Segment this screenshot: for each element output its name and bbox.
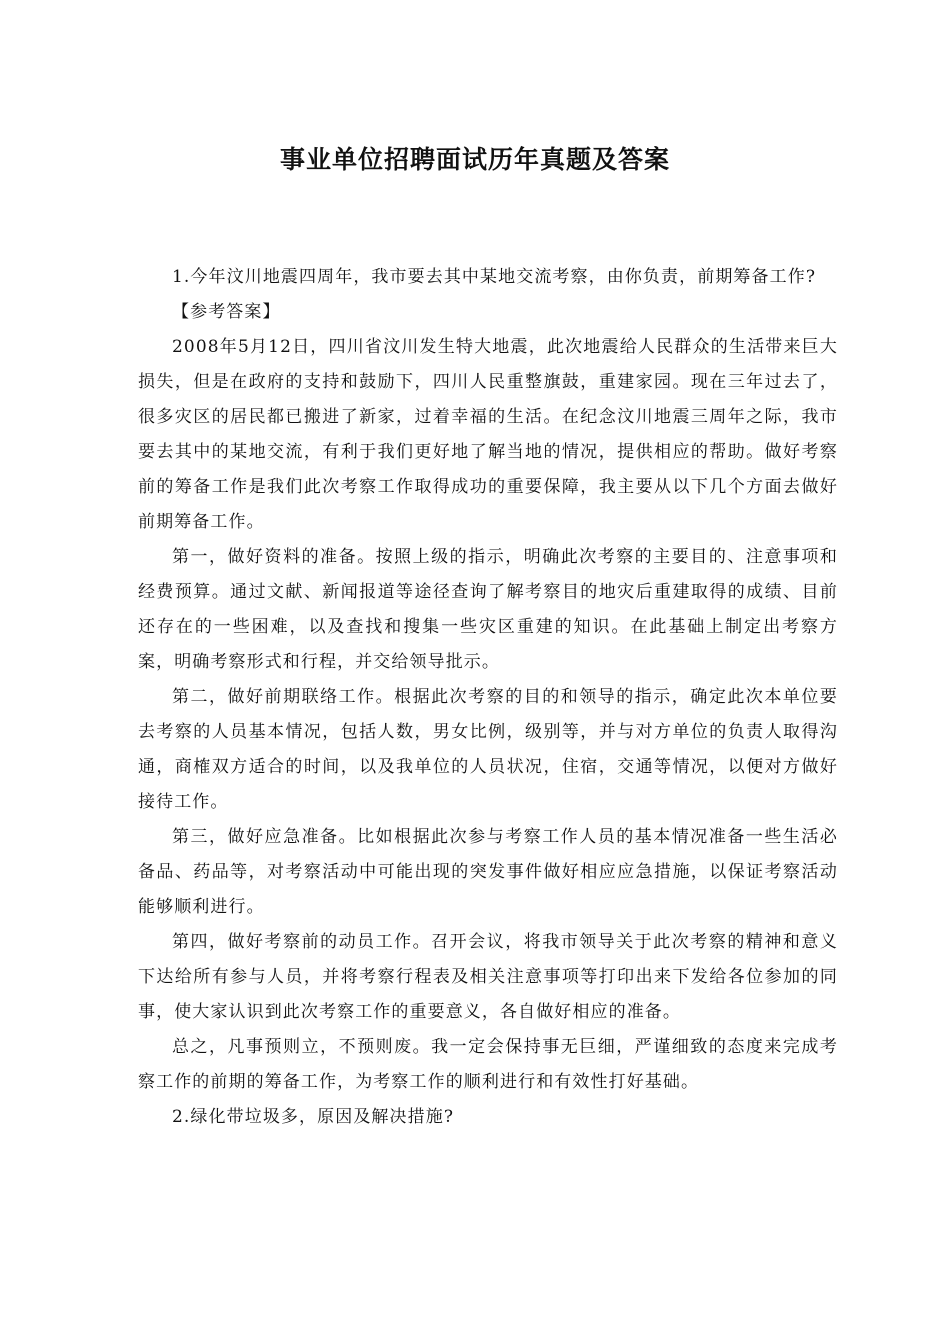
answer-label: 【参考答案】 xyxy=(172,302,281,322)
answer-paragraph-intro: 2008年5月12日，四川省汶川发生特大地震，此次地震给人民群众的生活带来巨大损失，但是在政府的支持和鼓励下，四川人民重整旗鼓，重建家园。现在三年过去了，很多灾区的居民都已搬进了新家，过着幸福的生活。在纪念汶川地震三周年之际，我市要去其中的某地交流，有利于我们更好地了解当地的情况，提供相应的帮助。做好考察前的筹备工作是我们此次考察工作取得成功的重要保障，我主要从以下几个方面去做好前期筹备工作。 xyxy=(138,337,838,532)
question-1: 1.今年汶川地震四周年，我市要去其中某地交流考察，由你负责，前期筹备工作? xyxy=(172,267,817,287)
answer-paragraph-third: 第三，做好应急准备。比如根据此次参与考察工作人员的基本情况准备一些生活必备品、药品等，对考察活动中可能出现的突发事件做好相应应急措施，以保证考察活动能够顺利进行。 xyxy=(138,827,838,917)
document-title: 事业单位招聘面试历年真题及答案 xyxy=(279,145,670,174)
answer-paragraph-conclusion: 总之，凡事预则立，不预则废。我一定会保持事无巨细，严谨细致的态度来完成考察工作的前期的筹备工作，为考察工作的顺利进行和有效性打好基础。 xyxy=(138,1037,838,1092)
document-body xyxy=(138,260,838,1135)
answer-paragraph-first: 第一，做好资料的准备。按照上级的指示，明确此次考察的主要目的、注意事项和经费预算。通过文献、新闻报道等途径查询了解考察目的地灾后重建取得的成绩、目前还存在的一些困难，以及查找和搜集一些灾区重建的知识。在此基础上制定出考察方案，明确考察形式和行程，并交给领导批示。 xyxy=(138,547,838,672)
question-2: 2.绿化带垃圾多，原因及解决措施? xyxy=(172,1107,455,1127)
answer-paragraph-second: 第二，做好前期联络工作。根据此次考察的目的和领导的指示，确定此次本单位要去考察的人员基本情况，包括人数，男女比例，级别等，并与对方单位的负责人取得沟通，商榷双方适合的时间，以及我单位的人员状况，住宿，交通等情况，以便对方做好接待工作。 xyxy=(138,687,838,812)
answer-paragraph-fourth: 第四，做好考察前的动员工作。召开会议，将我市领导关于此次考察的精神和意义下达给所有参与人员，并将考察行程表及相关注意事项等打印出来下发给各位参加的同事，使大家认识到此次考察工作的重要意义，各自做好相应的准备。 xyxy=(138,932,838,1022)
